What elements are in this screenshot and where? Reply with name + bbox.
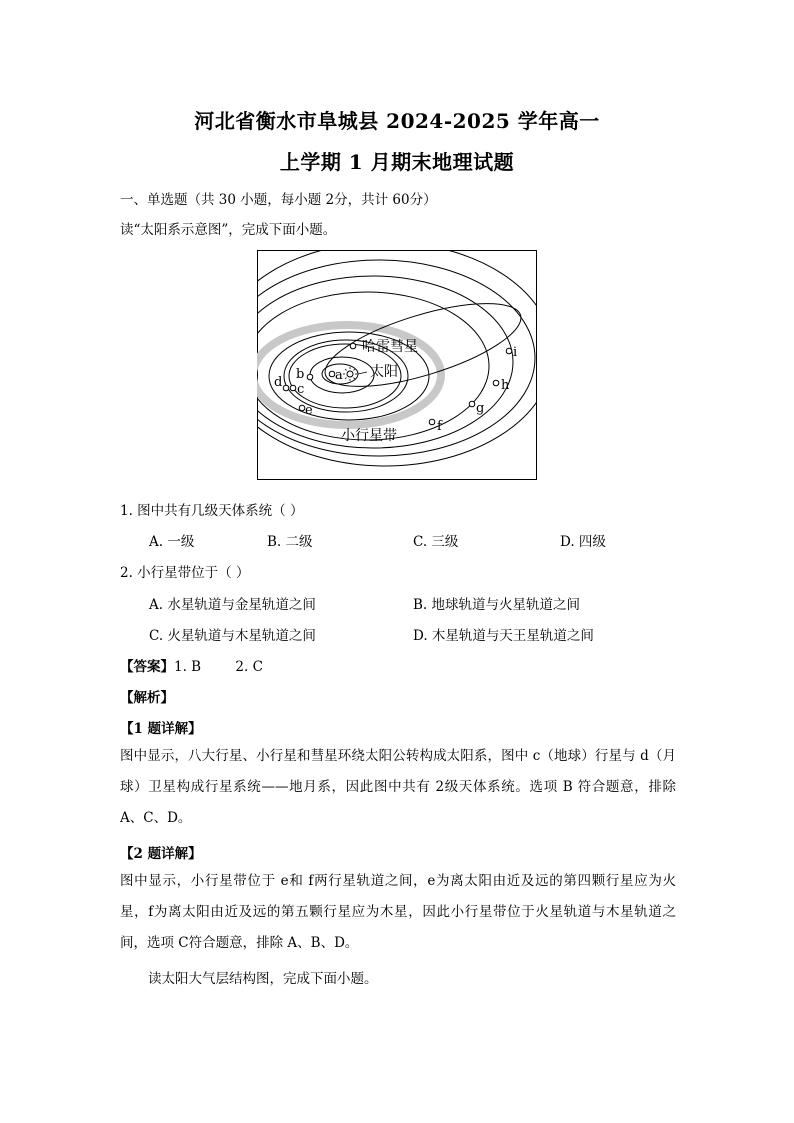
q2-option-a: A. 水星轨道与金星轨道之间 bbox=[149, 597, 316, 613]
q1-option-d: D. 四级 bbox=[560, 534, 606, 550]
q2-option-b: B. 地球轨道与火星轨道之间 bbox=[413, 597, 581, 613]
planet-h bbox=[493, 380, 499, 386]
label-g: g bbox=[476, 401, 485, 416]
label-i: i bbox=[513, 345, 518, 360]
label-belt: 小行星带 bbox=[341, 428, 397, 444]
halley-comet bbox=[350, 343, 356, 349]
detail-2-text: 图中显示，小行星带位于 e和 f两行星轨道之间，e为离太阳由近及远的第四颗行星应为火星，f为离太阳由近及远的第五颗行星应为木星，因此小行星带位于火星轨道与木星轨道之间，选项 C符合题意，排除 A、B、D。 bbox=[120, 873, 676, 951]
question-2-stem: 2. 小行星带位于（ ） bbox=[120, 565, 250, 581]
title-line-1: 河北省衡水市阜城县 2024-2025 学年高一 bbox=[194, 109, 600, 133]
question-1-stem: 1. 图中共有几级天体系统（ ） bbox=[120, 503, 304, 519]
label-sun: 太阳 bbox=[370, 364, 398, 380]
q1-option-c: C. 三级 bbox=[413, 534, 459, 550]
planet-f bbox=[429, 419, 435, 425]
label-f: f bbox=[437, 419, 442, 434]
intro-text: 读“太阳系示意图”，完成下面小题。 bbox=[120, 222, 337, 238]
intro-text-2: 读太阳大气层结构图，完成下面小题。 bbox=[148, 971, 378, 987]
label-halley: 哈雷彗星 bbox=[362, 339, 418, 355]
label-b: b bbox=[296, 367, 305, 382]
answer-line bbox=[120, 655, 263, 675]
label-a: a bbox=[335, 368, 343, 383]
label-h: h bbox=[501, 378, 510, 393]
q2-option-d: D. 木星轨道与天王星轨道之间 bbox=[413, 628, 594, 644]
planet-i bbox=[506, 348, 512, 354]
analysis-label: 【解析】 bbox=[120, 690, 174, 706]
answer-text: 1. B 2. C bbox=[174, 659, 263, 675]
planet-g bbox=[469, 401, 475, 407]
planet-c bbox=[290, 385, 296, 391]
label-d: d bbox=[274, 375, 283, 390]
detail-1-text: 图中显示，八大行星、小行星和彗星环绕太阳公转构成太阳系，图中 c（地球）行星与 d（月球）卫星构成行星系统——地月系，因此图中共有 2级天体系统。选项 B 符合题意，排除 A、C、D。 bbox=[120, 748, 676, 826]
solar-system-diagram bbox=[257, 250, 537, 480]
detail-2-label: 【2 题详解】 bbox=[120, 846, 202, 862]
planet-e bbox=[299, 405, 305, 411]
q1-option-b: B. 二级 bbox=[267, 534, 313, 550]
section-heading: 一、单选题（共 30 小题，每小题 2分，共计 60分） bbox=[120, 192, 437, 208]
sun-icon bbox=[347, 371, 353, 377]
detail-1-label: 【1 题详解】 bbox=[120, 721, 202, 737]
planet-b bbox=[307, 374, 313, 380]
answer-label: 【答案】 bbox=[120, 659, 174, 675]
q2-option-c: C. 火星轨道与木星轨道之间 bbox=[149, 628, 316, 644]
label-e: e bbox=[305, 403, 313, 418]
planet-d bbox=[283, 385, 289, 391]
title-line-2: 上学期 1 月期末地理试题 bbox=[279, 150, 515, 174]
q1-option-a: A. 一级 bbox=[149, 534, 195, 550]
label-c: c bbox=[297, 382, 305, 397]
planet-a bbox=[329, 371, 335, 377]
